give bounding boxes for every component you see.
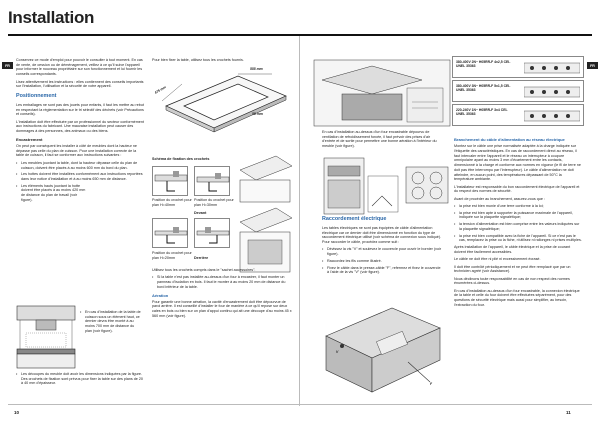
hook-diagram-40 bbox=[152, 166, 188, 196]
ventilation-diagram bbox=[322, 156, 402, 216]
page-title: Installation bbox=[8, 8, 95, 27]
hob-cutout-diagram bbox=[152, 66, 292, 146]
para-encastrement: On peut par conséquent les installer à côté de meubles dont la hauteur ne dépasse pas celle du plan de cuisson. Pour une installation correcte de la table de cuisson, il faut se conformer aux instructions suivantes : bbox=[16, 144, 137, 158]
label-f: F bbox=[430, 382, 433, 386]
para-apres: Après installation de l'appareil, le câble électrique et la prise de courant doivent être facilement accessibles. bbox=[454, 245, 571, 254]
para-aeration: Pour garantir une bonne aération, la cavité d'encastrement doit être dépourvue de paroi arrière. Il est conseillé d'installer le four de manière à ce qu'il repose sur deux cales en bois ou bien sur un plan d'appui continu qui ait une découpe d'au moins 45 x 560 mm (voir figure). bbox=[152, 299, 292, 318]
wiring-schema bbox=[452, 56, 584, 128]
intro-text-2: Lisez attentivement les instructions : elles contiennent des conseils importants sur l'installation, l'utilisation et la sécurité de votre appareil. bbox=[16, 79, 144, 89]
dimension-475: 475 mm bbox=[153, 85, 167, 95]
list-item: • Dévissez la vis "V" et soulevez le couvercle pour ouvrir le bornier (voir figure). bbox=[322, 247, 442, 256]
list-item: • Si la table n'est pas installée au-dessus d'un four à encastrer, il faut monter un panneau d'isolation en bois. Il faut le monter à au moins 20 mm de distance du bord inférieur de la table. bbox=[152, 275, 292, 289]
list-item: • la prise est bien munie d'une terre conforme à la loi; bbox=[454, 204, 582, 209]
list-item: • Les meubles jouxtant la table, dont la hauteur dépasse celle du plan de cuisson, doivent être placés à au moins 600 mm du bord du plan. bbox=[16, 161, 144, 170]
dimension-55: 55 mm bbox=[252, 112, 263, 116]
heading-positionnement: Positionnement bbox=[16, 93, 57, 99]
terminal-box-diagram bbox=[322, 302, 444, 398]
fig-caption-top: Pour bien fixer la table, utilisez tous les crochets fournis. bbox=[152, 58, 244, 62]
para-vis: Utilisez tous les crochets compris dans le "sachet accessoires". bbox=[152, 268, 256, 272]
list-item: • Raccordez les fils comme illustré. bbox=[322, 259, 442, 264]
page-number-right: 11 bbox=[566, 410, 571, 415]
language-tab-left: FR bbox=[2, 62, 13, 69]
heading-encastrement: Encastrement bbox=[16, 136, 43, 142]
bullet-five-block bbox=[16, 372, 144, 388]
para-avant: Avant de procéder au branchement, assurez-vous que : bbox=[454, 196, 545, 201]
hook-caption-30: Position du crochet pour plan H=30mm bbox=[194, 198, 234, 207]
encastrement-list bbox=[16, 161, 144, 203]
heading-aeration: Aération bbox=[152, 292, 169, 298]
wiring-row: 380-400V 2N~ H05RR-F 4x2,5 CEI-UNEL 35363 bbox=[452, 56, 584, 78]
para-remarque: En cas d'installation au-dessus d'un four encastrable, la connexion électrique de la table et celle du four doivent être effectuées séparément, pour des questions de sécurité électrique mais aussi pour simplifier, au besoin, l'extraction du four. bbox=[454, 288, 580, 307]
para-four: En cas d'installation au-dessus d'un four encastrable dépourvu de ventilation de refroidissement forcée, il faut prévoir des prises d'air d'entrée et de sortie pour permettre une bonne aération à l'intérieur du meuble (voir figure). bbox=[322, 130, 437, 149]
para-raccordement: Les tables électriques ne sont pas équipées de câble d'alimentation électrique car ce dernier doit être dimensionné en fonction du type de raccordement électrique utilisé (voir schéma de connexion sous indiqué). Pour raccorder le câble, procédez comme suit : bbox=[322, 225, 442, 245]
cabinet-diagram bbox=[16, 305, 76, 369]
list-item: • la prise est bien compatible avec la fiche de l'appareil. Si ce n'est pas le cas, remplacez la prise ou la fiche, n'utilisez ni rallonges ni prises multiples. bbox=[454, 234, 582, 243]
label-devant: Devant bbox=[194, 211, 207, 215]
page-divider bbox=[299, 36, 300, 406]
list-item: • Les découpes du meuble doit avoir les dimensions indiquées par la figure. Des crochets de fixation sont prévus pour fixer la table sur des plans de 20 à 40 mm d'épaisseur. bbox=[16, 372, 144, 386]
wiring-row: 380-400V 3N~ H05RR-F 5x1,5 CEI-UNEL 35363 bbox=[452, 80, 584, 102]
footer-rule bbox=[8, 404, 592, 405]
column-1 bbox=[16, 58, 144, 205]
hob-top-diagram bbox=[404, 165, 450, 205]
list-item: • la tension d'alimentation est bien comprise entre les valeurs indiquées sur la plaquette signalétique; bbox=[454, 222, 582, 231]
list-item: • Fixez le câble dans le presse-câble "F", refermez et fixez le couvercle à l'aide de la vis "V" (voir figure). bbox=[322, 266, 442, 275]
page-number-left: 10 bbox=[14, 410, 20, 415]
column-3-text bbox=[322, 212, 442, 277]
heading-branchement: Branchement du câble d'alimentation au réseau électrique bbox=[454, 137, 565, 142]
hook-caption-40: Position du crochet pour plan H=40mm bbox=[152, 198, 192, 207]
list-item: • Les éléments hauts jouxtant la hotte doivent être placés à au moins 420 mm de distance du plan de travail (voir figure). bbox=[16, 184, 144, 203]
para-branchement: Montez sur le câble une prise normalisée adaptée à la charge indiquée sur l'étiquette des caractéristiques. En cas de raccordement direct au réseau, il faut intercaler entre l'appareil et le réseau un interrupteur à coupure omnipolaire ayant au moins 3 mm d'écartement entre les contacts, dimensionné à la charge et conforme aux normes en vigueur (le fil de terre ne doit pas être interrompu par l'interrupteur). Le câble d'alimentation ne doit atteindre, en aucun point, des températures dépassant de 50°C la température ambiante. bbox=[454, 144, 581, 182]
para-emballage: Les emballages ne sont pas des jouets pour enfants, il faut les mettre au rebut en respectant la réglementation sur le tri sélectif des déchets (voir Précautions et conseils). bbox=[16, 102, 144, 117]
label-derriere: Derrière bbox=[194, 256, 209, 260]
header-rule bbox=[8, 34, 592, 36]
dimension-555: 555 mm bbox=[250, 67, 263, 71]
para-installation: L'installation doit être effectuée par un professionnel du secteur conformément aux instructions du fabricant. Une mauvaise installation peut causer des dommages à des personnes, des animaux ou des biens. bbox=[16, 119, 144, 134]
list-item: • En cas d'installation de la table de cuisson sous un élément haut, ce dernier devra être monté à au moins 700 mm de distance du plan (voir figure). bbox=[80, 310, 142, 334]
list-item: • Les hottes doivent être installées conformément aux instructions reportées dans leur notice d'installation et à au moins 650 mm de distance. bbox=[16, 172, 144, 181]
hob-isometric-diagram bbox=[236, 150, 294, 274]
schema-title: Schéma de fixation des crochets bbox=[152, 157, 210, 161]
para-four-block bbox=[322, 130, 442, 152]
language-tab-right: FR bbox=[587, 62, 598, 69]
hook-diagram-20 bbox=[152, 218, 188, 248]
para-installateur: L'installateur est responsable du bon raccordement électrique de l'appareil et du respect des normes de sécurité. bbox=[454, 184, 580, 194]
hook-caption-20: Position du crochet pour plan H=20mm bbox=[152, 251, 192, 260]
bullet-four-block bbox=[80, 310, 142, 336]
list-item: • la prise est bien apte à supporter la puissance maximale de l'appareil, indiquée sur la plaquette signalétique; bbox=[454, 211, 582, 220]
wiring-row: 220-240V 1N~ H05RR-F 3x4 CEI-UNEL 35363 bbox=[452, 104, 584, 126]
oven-diagram bbox=[312, 58, 452, 128]
heading-raccordement: Raccordement électrique bbox=[322, 216, 387, 222]
para-decline: Nous déclinons toute responsabilité en cas de non respect des normes énumérées ci-dessus. bbox=[454, 276, 570, 286]
label-v: V bbox=[336, 350, 339, 354]
para-cable: Le câble ne doit être ni plié ni excessivement écrasé. bbox=[454, 257, 541, 262]
para-controle: Il doit être contrôlé périodiquement et ne peut être remplacé que par un technicien agréé (voir Assistance). bbox=[454, 264, 571, 274]
column-2-text bbox=[152, 268, 292, 321]
hook-diagram-30 bbox=[194, 166, 230, 196]
hook-diagram-back bbox=[194, 218, 230, 248]
column-4 bbox=[454, 134, 582, 310]
intro-text: Conservez ce mode d'emploi pour pouvoir le consulter à tout moment. En cas de vente, de cession ou de déménagement, veillez à ce qu'il suive l'appareil pour informer le nouveau propriétaire sur son fonctionnement et lui fournir les conseils correspondants. bbox=[16, 58, 143, 77]
